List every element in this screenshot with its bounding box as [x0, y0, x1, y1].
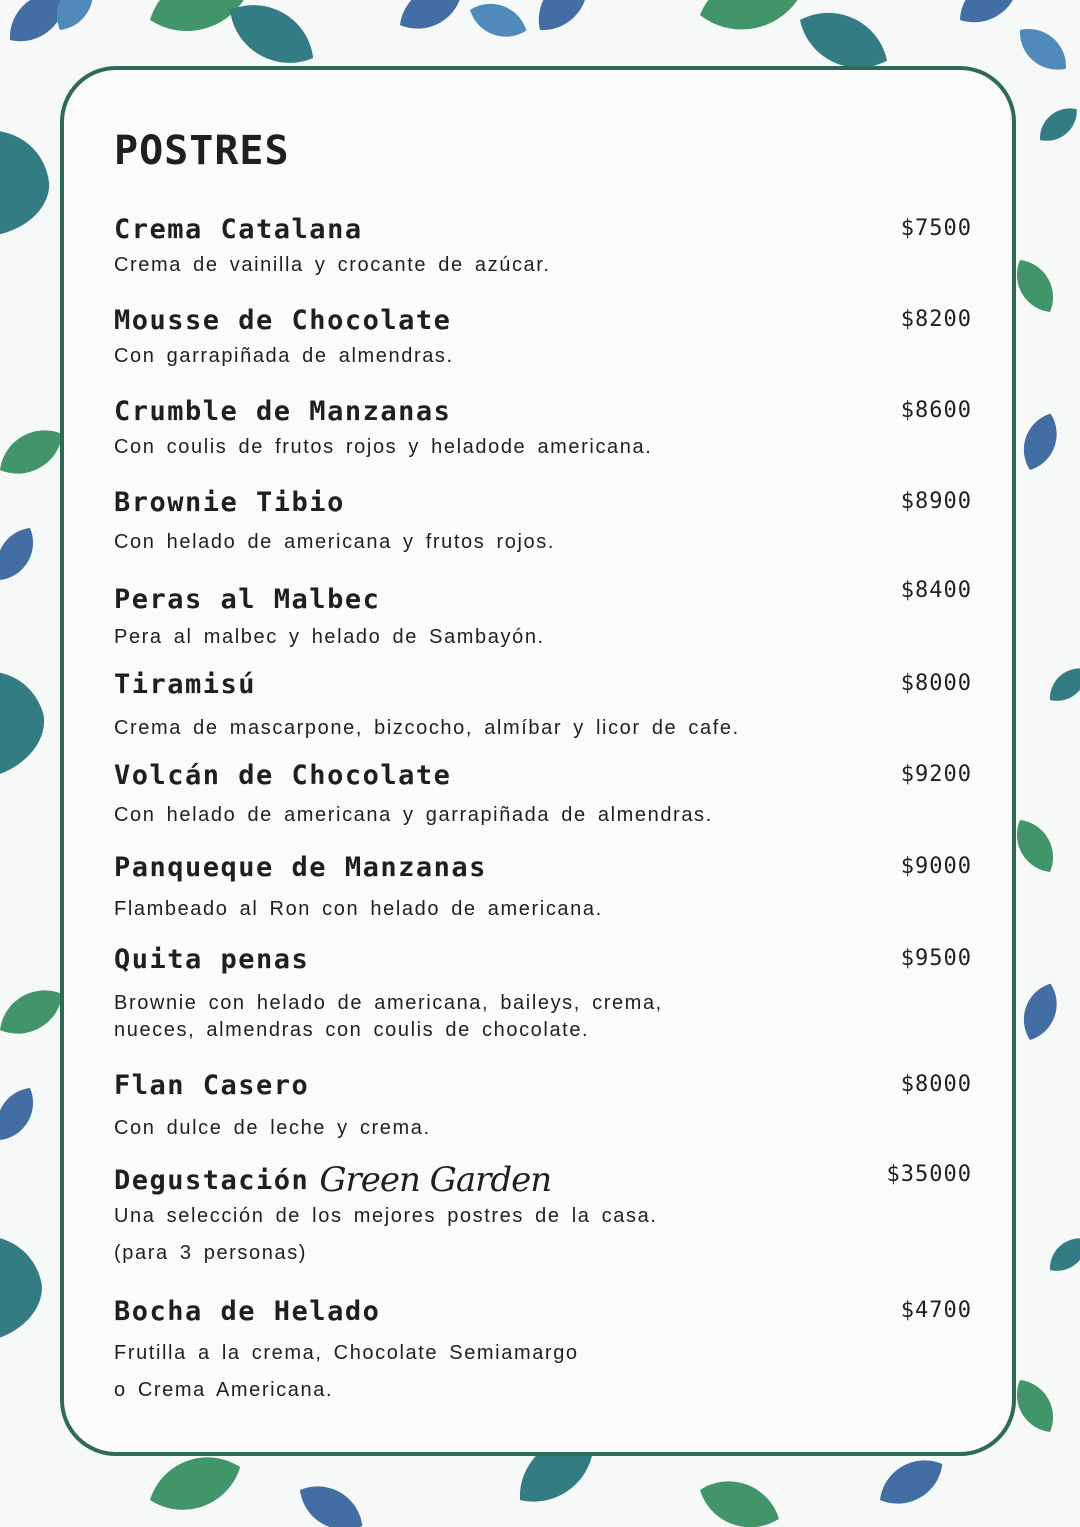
item-name: Crema Catalana [114, 214, 363, 245]
item-price: $9200 [900, 762, 972, 787]
item-description: nueces, almendras con coulis de chocolate. [114, 1019, 590, 1041]
page-title: POSTRES [114, 128, 290, 174]
item-name: Brownie Tibio [114, 487, 345, 518]
item-price: $7500 [900, 216, 972, 241]
item-description: Brownie con helado de americana, baileys, crema, [114, 992, 663, 1014]
item-price: $35000 [886, 1162, 972, 1187]
item-price: $9500 [900, 946, 972, 971]
item-description: Frutilla a la crema, Chocolate Semiamargo [114, 1342, 579, 1364]
item-name-text: Degustación [114, 1165, 310, 1196]
item-price: $8900 [900, 489, 972, 514]
item-description: Flambeado al Ron con helado de americana. [114, 898, 603, 920]
item-price: $8000 [900, 1072, 972, 1097]
item-description: Con garrapiñada de almendras. [114, 345, 454, 367]
item-description: o Crema Americana. [114, 1379, 334, 1401]
item-price: $8600 [900, 398, 972, 423]
item-name: Tiramisú [114, 669, 257, 700]
item-price: $8000 [900, 671, 972, 696]
item-name: Volcán de Chocolate [114, 760, 452, 791]
item-price: $4700 [900, 1298, 972, 1323]
item-description: Con coulis de frutos rojos y heladode americana. [114, 436, 653, 458]
item-name: Peras al Malbec [114, 584, 381, 615]
item-description: (para 3 personas) [114, 1242, 308, 1264]
item-name: Crumble de Manzanas [114, 396, 452, 427]
item-price: $8400 [900, 578, 972, 603]
item-description: Crema de mascarpone, bizcocho, almíbar y licor de cafe. [114, 717, 740, 739]
item-name: Quita penas [114, 944, 310, 975]
item-price: $9000 [900, 854, 972, 879]
item-name: Panqueque de Manzanas [114, 852, 487, 883]
item-description: Con dulce de leche y crema. [114, 1117, 431, 1139]
item-name: Bocha de Helado [114, 1296, 381, 1327]
item-name [114, 1158, 551, 1198]
item-name: Flan Casero [114, 1070, 310, 1101]
item-description: Con helado de americana y frutos rojos. [114, 531, 556, 553]
item-description: Crema de vainilla y crocante de azúcar. [114, 254, 551, 276]
item-description: Pera al malbec y helado de Sambayón. [114, 626, 545, 648]
item-description: Una selección de los mejores postres de la casa. [114, 1205, 658, 1227]
brand-logo-text: Green Garden [319, 1160, 552, 1200]
item-description: Con helado de americana y garrapiñada de almendras. [114, 804, 713, 826]
item-name: Mousse de Chocolate [114, 305, 452, 336]
item-price: $8200 [900, 307, 972, 332]
